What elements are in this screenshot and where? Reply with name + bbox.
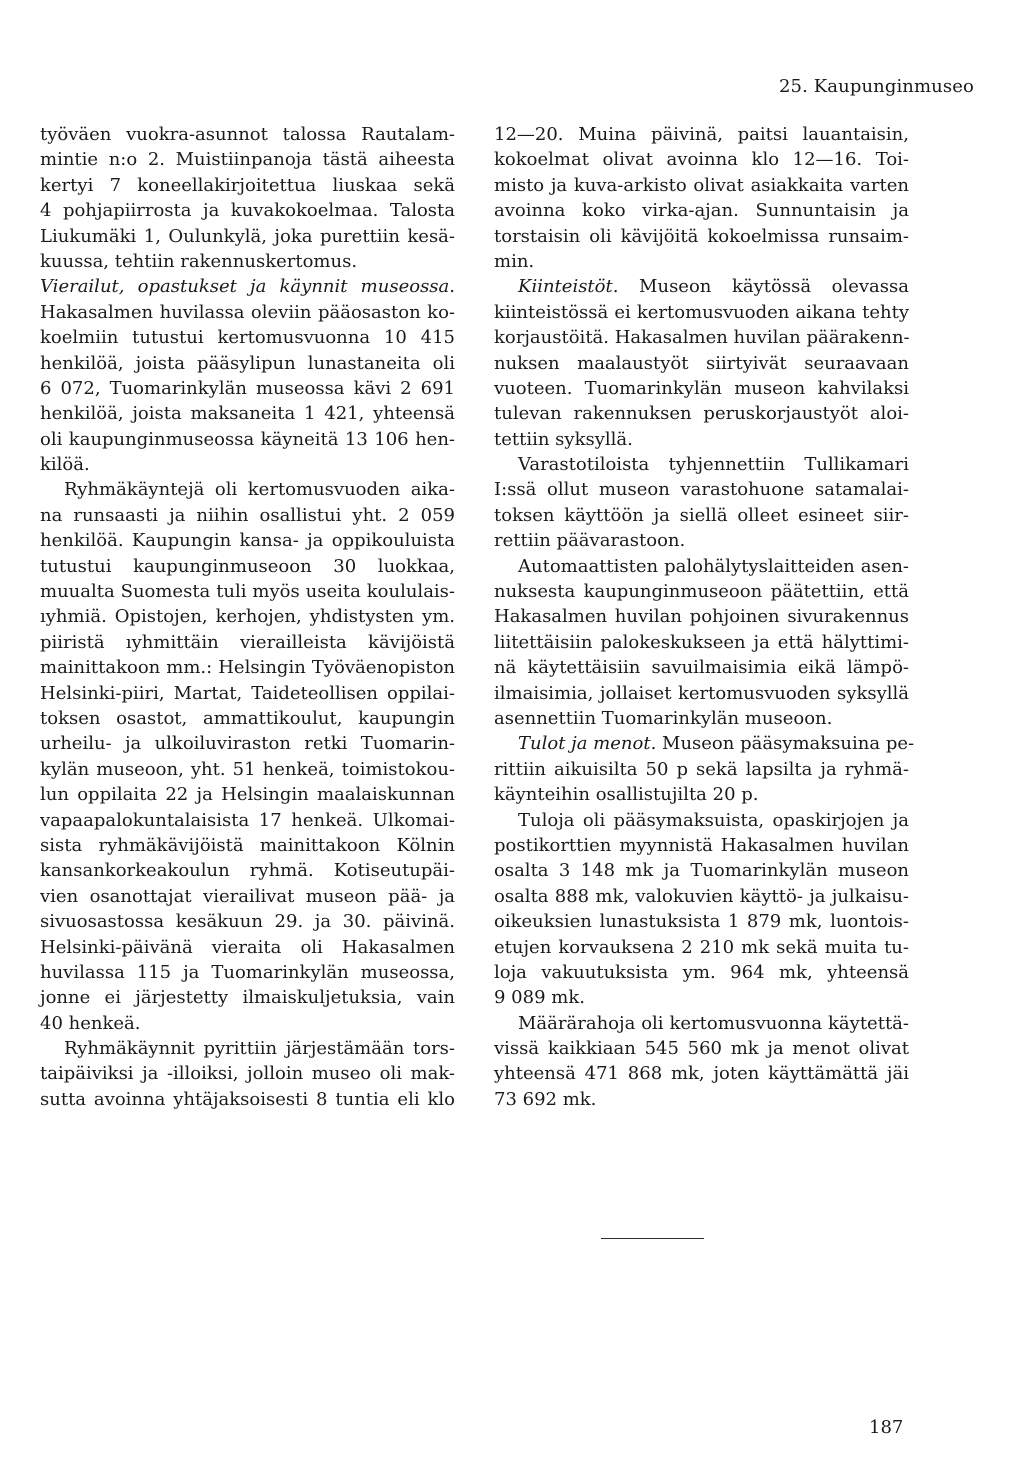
text-line: Helsinki-piiri, Martat, Taideteollisen oppilai- — [40, 682, 455, 704]
text-line: toksen osastot, ammattikoulut, kaupungin — [40, 707, 455, 729]
text-line: vissä kaikkiaan 545 560 mk ja menot olivat — [494, 1038, 909, 1060]
text-line: ıyhmiä. Opistojen, kerhojen, yhdistysten ym. — [40, 606, 455, 628]
text-line: sista ryhmäkävijöistä mainittakoon Kölnin — [40, 834, 455, 856]
text-line: muualta Suomesta tuli myös useita koululais- — [40, 581, 455, 603]
text-line: korjaustöitä. Hakasalmen huvilan päärakenn- — [494, 327, 910, 349]
text-line: tutustui kaupunginmuseoon 30 luokkaa, — [40, 555, 455, 577]
text-line: tettiin syksyllä. — [494, 428, 633, 450]
text-line: kylän museoon, yht. 51 henkeä, toimistokou- — [40, 758, 455, 780]
text-line: oli kaupunginmuseossa käyneitä 13 106 hen- — [40, 428, 455, 450]
running-header: 25. Kaupunginmuseo — [779, 76, 974, 97]
text-line: Ryhmäkäyntejä oli kertomusvuoden aika- — [64, 479, 455, 501]
text-line: toksen käyttöön ja siellä olleet esineet siir- — [494, 504, 909, 526]
section-end-rule — [601, 1238, 704, 1239]
text-line: kansankorkeakoulun ryhmä. Kotiseutupäi- — [40, 860, 455, 882]
text-line: Varastotiloista tyhjennettiin Tullikamari — [518, 454, 909, 476]
text-line: sivuosastossa kesäkuun 29. ja 30. päivinä. — [40, 911, 455, 933]
text-line: I:ssä ollut museon varastohuone satamalai- — [494, 479, 909, 501]
text-line: 12—20. Muina päivinä, paitsi lauantaisin, — [494, 124, 909, 145]
text-line: Kiinteistöt. Museon käytössä olevassa — [518, 276, 909, 298]
text-line: mintie n:o 2. Muistiinpanoja tästä aiheesta — [40, 149, 455, 171]
text-line: postikorttien myynnistä Hakasalmen huvilan — [494, 834, 909, 856]
text-line: kiinteistössä ei kertomusvuoden aikana tehty — [494, 301, 909, 323]
text-line: Liukumäki 1, Oulunkylä, joka purettiin kesä- — [40, 225, 455, 247]
text-line: jonne ei järjestetty ilmaiskuljetuksia, vain — [40, 987, 455, 1009]
text-line: liitettäisiin palokeskukseen ja että hälyttimi- — [494, 631, 909, 653]
text-line: torstaisin oli kävijöitä kokoelmissa runsaim- — [494, 225, 909, 247]
text-line: Hakasalmen huvilassa oleviin pääosaston ko- — [40, 301, 455, 323]
text-line: rettiin päävarastoon. — [494, 530, 686, 552]
text-line: Tulot ja menot. Museon pääsymaksuina pe- — [518, 733, 915, 755]
text-line: osalta 888 mk, valokuvien käyttö- ja julkaisu- — [494, 885, 909, 907]
text-line: Hakasalmen huvilan pohjoinen sivurakennus — [494, 606, 909, 628]
text-line: kuussa, tehtiin rakennuskertomus. — [40, 250, 358, 272]
text-line: kilöä. — [40, 454, 90, 476]
text-line: ilmaisimia, jollaiset kertomusvuoden syksyllä — [494, 682, 909, 704]
text-line: 4 pohjapiirrosta ja kuvakokoelmaa. Talosta — [40, 200, 455, 222]
text-line: tulevan rakennuksen peruskorjaustyöt aloi- — [494, 403, 909, 425]
text-line: käynteihin osallistujilta 20 p. — [494, 784, 759, 806]
text-line: lun oppilaita 22 ja Helsingin maalaiskunnan — [40, 784, 455, 806]
text-line: piiristä ıyhmittäin vierailleista kävijöistä — [40, 631, 455, 653]
text-line: oikeuksien lunastuksista 1 879 mk, luontois- — [494, 911, 909, 933]
text-line: vapaapalokuntalaisista 17 henkeä. Ulkomai- — [40, 809, 455, 831]
text-line: henkilöä, joista maksaneita 1 421, yhteensä — [40, 403, 455, 425]
text-line: osalta 3 148 mk ja Tuomarinkylän museon — [494, 860, 909, 882]
text-line: 40 henkeä. — [40, 1012, 141, 1034]
text-line: Ryhmäkäynnit pyrittiin järjestämään tors- — [64, 1038, 455, 1060]
text-line: henkilöä. Kaupungin kansa- ja oppikouluista — [40, 530, 455, 552]
text-line: kokoelmat olivat avoinna klo 12—16. Toi- — [494, 149, 909, 171]
text-line: Vierailut, opastukset ja käynnit museossa. — [40, 276, 455, 298]
text-line: yhteensä 471 868 mk, joten käyttämättä jäi — [494, 1063, 909, 1085]
text-line: 6 072, Tuomarinkylän museossa kävi 2 691 — [40, 377, 455, 399]
right-text-column — [494, 122, 915, 1112]
text-line: työväen vuokra-asunnot talossa Rautalam- — [40, 124, 455, 145]
text-line: sutta avoinna yhtäjaksoisesti 8 tuntia eli klo — [40, 1088, 455, 1110]
text-line: urheilu- ja ulkoiluviraston retki Tuomarin- — [40, 733, 455, 755]
text-line: 9 089 mk. — [494, 987, 585, 1009]
text-line: koelmiin tutustui kertomusvuonna 10 415 — [40, 327, 455, 349]
text-line: huvilassa 115 ja Tuomarinkylän museossa, — [40, 961, 455, 983]
text-line: nuksen maalaustyöt siirtyivät seuraavaan — [494, 352, 909, 374]
text-line: Tuloja oli pääsymaksuista, opaskirjojen ja — [518, 809, 909, 831]
text-line: na runsaasti ja niihin osallistui yht. 2 059 — [40, 504, 455, 526]
text-line: nuksesta kaupunginmuseoon päätettiin, että — [494, 581, 909, 603]
text-line: kertyi 7 koneellakirjoitettua liuskaa sekä — [40, 174, 455, 196]
text-line: vuoteen. Tuomarinkylän museon kahvilaksi — [494, 377, 909, 399]
text-line: mainittakoon mm.: Helsingin Työväenopiston — [40, 657, 455, 679]
text-line: asennettiin Tuomarinkylän museoon. — [494, 707, 833, 729]
text-line: henkilöä, joista pääsylipun lunastaneita oli — [40, 352, 455, 374]
text-line: avoinna koko virka-ajan. Sunnuntaisin ja — [494, 200, 909, 222]
text-line: 73 692 mk. — [494, 1088, 597, 1110]
text-line: vien osanottajat vierailivat museon pää- ja — [40, 885, 455, 907]
text-line: Helsinki-päivänä vieraita oli Hakasalmen — [40, 936, 455, 958]
text-line: etujen korvauksena 2 210 mk sekä muita tu- — [494, 936, 909, 958]
run-in-heading: Kiinteistöt. — [518, 276, 619, 298]
text-line: misto ja kuva-arkisto olivat asiakkaita varten — [494, 174, 909, 196]
text-line: loja vakuutuksista ym. 964 mk, yhteensä — [494, 961, 909, 983]
text-line: taipäiviksi ja -illoiksi, jolloin museo oli mak- — [40, 1063, 455, 1085]
run-in-heading: Tulot ja menot. — [518, 733, 657, 755]
text-line: Määrärahoja oli kertomusvuonna käytettä- — [518, 1012, 909, 1034]
text-line: rittiin aikuisilta 50 p sekä lapsilta ja ryhmä- — [494, 758, 909, 780]
text-line: Automaattisten palohälytyslaitteiden asen- — [518, 555, 909, 577]
page-number: 187 — [869, 1417, 904, 1438]
left-text-column — [40, 122, 455, 1112]
text-line: min. — [494, 250, 535, 272]
text-line: nä käytettäisiin savuilmaisimia eikä lämpö- — [494, 657, 909, 679]
